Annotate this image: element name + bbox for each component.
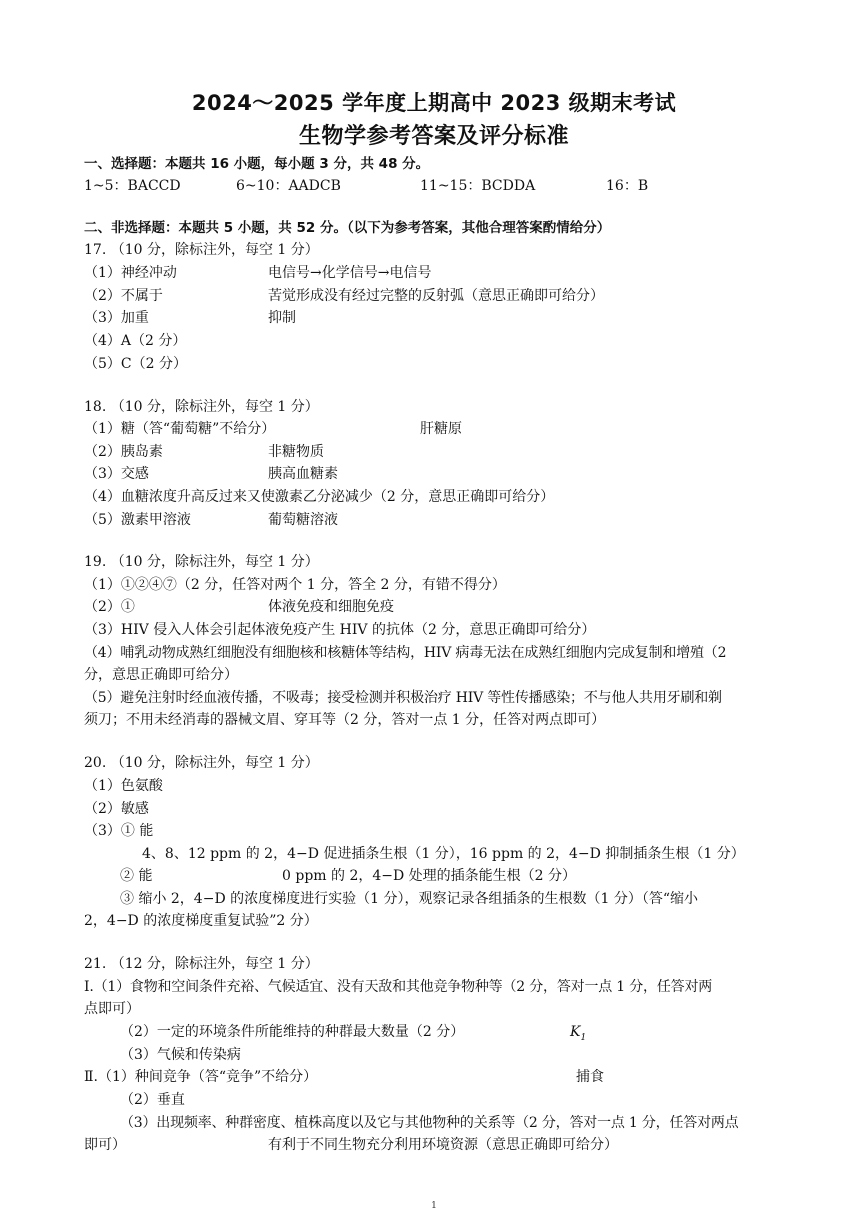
q21-ii-line-3b <box>84 1136 794 1154</box>
section2-heading: 二、非选择题：本题共 5 小题，共 52 分。（以下为参考答案，其他合理答案酌情给分） <box>84 220 611 236</box>
q20-heading: 20. （10 分，除标注外，每空 1 分） <box>84 755 319 771</box>
q21-heading: 21. （12 分，除标注外，每空 1 分） <box>84 956 319 972</box>
q19-line-2 <box>84 598 794 616</box>
q20-line-7: 2，4−D 的浓度梯度重复试验”2 分） <box>84 913 318 929</box>
q19-line-4b: 分，意思正确即可给分） <box>84 667 238 683</box>
q21-ii-line-3a: （3）出现频率、种群密度、植株高度以及它与其他物种的关系等（2 分，答对一点 1 分，任答对两点 <box>120 1115 739 1131</box>
q19-line-4a: （4）哺乳动物成熟红细胞没有细胞核和核糖体等结构，HIV 病毒无法在成熟红细胞内完成复制和增殖（2 <box>84 645 727 661</box>
q18-1-answer-a: （1）糖（答“葡萄糖”不给分） <box>84 421 276 437</box>
mcq-answer-16: 16：B <box>606 178 649 194</box>
q18-3-answer-a: （3）交感 <box>84 466 149 482</box>
q17-1-answer-b: 电信号→化学信号→电信号 <box>268 265 432 281</box>
q17-heading: 17. （10 分，除标注外，每空 1 分） <box>84 242 319 258</box>
q20-line-5 <box>120 867 830 885</box>
q17-line-1 <box>84 264 794 282</box>
q18-2-answer-b: 非糖物质 <box>268 444 324 460</box>
q20-line-2: （2）敏感 <box>84 801 149 817</box>
q20-line-4: 4、8、12 ppm 的 2，4−D 促进插条生根（1 分），16 ppm 的 2，4−D 抑制插条生根（1 分） <box>142 846 745 862</box>
q18-heading: 18. （10 分，除标注外，每空 1 分） <box>84 399 319 415</box>
q19-2-answer-a: （2）① <box>84 599 135 615</box>
q18-5-answer-a: （5）激素甲溶液 <box>84 512 191 528</box>
mcq-answer-1-5: 1~5：BACCD <box>84 178 181 194</box>
q18-line-4: （4）血糖浓度升高反过来又使激素乙分泌减少（2 分，意思正确即可给分） <box>84 489 555 505</box>
q17-line-4: （4）A（2 分） <box>84 333 187 349</box>
q21-ii-1-answer-b: 捕食 <box>576 1069 604 1085</box>
q17-1-answer-a: （1）神经冲动 <box>84 265 177 281</box>
page-number: 1 <box>431 1201 437 1211</box>
q18-line-3 <box>84 465 794 483</box>
q21-ii-line-2: （2）垂直 <box>120 1092 185 1108</box>
q19-line-5a: （5）避免注射时经血液传播，不吸毒；接受检测并积极治疗 HIV 等性传播感染；不与他人共用牙刷和剃 <box>84 690 722 706</box>
q20-line-6: ③ 缩小 2，4−D 的浓度梯度进行实验（1 分），观察记录各组插条的生根数（1 分）（答“缩小 <box>120 891 698 907</box>
q18-5-answer-b: 葡萄糖溶液 <box>268 512 338 528</box>
exam-subtitle: 生物学参考答案及评分标准 <box>298 124 569 149</box>
q17-line-3 <box>84 309 794 327</box>
k-symbol: K <box>570 1024 581 1040</box>
q21-i-line-3: （3）气候和传染病 <box>120 1047 241 1063</box>
q17-2-answer-a: （2）不属于 <box>84 288 163 304</box>
q21-ii-line-1 <box>84 1068 794 1086</box>
q19-line-5b: 须刀；不用未经消毒的器械文眉、穿耳等（2 分，答对一点 1 分，任答对两点即可） <box>84 712 606 728</box>
q20-line-3: （3）① 能 <box>84 823 154 839</box>
q19-line-3: （3）HIV 侵入人体会引起体液免疫产生 HIV 的抗体（2 分，意思正确即可给分） <box>84 622 596 638</box>
mcq-answer-11-15: 11~15：BCDDA <box>420 178 536 194</box>
q17-3-answer-a: （3）加重 <box>84 310 149 326</box>
exam-title: 2024～2025 学年度上期高中 2023 级期末考试 <box>191 91 677 115</box>
q18-line-5 <box>84 511 794 529</box>
mcq-answer-6-10: 6~10：AADCB <box>236 178 341 194</box>
q19-2-answer-b: 体液免疫和细胞免疫 <box>268 599 394 615</box>
q19-heading: 19. （10 分，除标注外，每空 1 分） <box>84 554 319 570</box>
q18-2-answer-a: （2）胰岛素 <box>84 444 163 460</box>
section1-heading: 一、选择题：本题共 16 小题，每小题 3 分，共 48 分。 <box>84 156 430 172</box>
q20-line-1: （1）色氨酸 <box>84 778 163 794</box>
q17-line-5: （5）C（2 分） <box>84 356 187 372</box>
q21-i-line-2 <box>120 1023 830 1041</box>
q21-ii-1-answer-a: Ⅱ.（1）种间竞争（答“竞争”不给分） <box>84 1069 318 1085</box>
q18-1-answer-b: 肝糖原 <box>420 421 462 437</box>
q17-2-answer-b: 苦觉形成没有经过完整的反射弧（意思正确即可给分） <box>268 288 604 304</box>
q20-5-answer-b: 0 ppm 的 2，4−D 处理的插条能生根（2 分） <box>282 868 577 884</box>
k-subscript: 1 <box>580 1032 587 1043</box>
q17-3-answer-b: 抑制 <box>268 310 296 326</box>
q21-i-2-answer-a: （2）一定的环境条件所能维持的种群最大数量（2 分） <box>120 1024 465 1040</box>
q17-line-2 <box>84 287 794 305</box>
q18-3-answer-b: 胰高血糖素 <box>268 466 338 482</box>
q21-ii-3-answer-b: 即可） <box>84 1137 126 1153</box>
q21-ii-3-answer-c: 有利于不同生物充分利用环境资源（意思正确即可给分） <box>268 1137 618 1153</box>
q18-line-2 <box>84 443 794 461</box>
q21-i-line-1a: Ⅰ.（1）食物和空间条件充裕、气候适宜、没有天敌和其他竞争物种等（2 分，答对一点 1 分，任答对两 <box>84 979 713 995</box>
q21-i-line-1b: 点即可） <box>84 1001 140 1017</box>
q19-line-1: （1）①②④⑦（2 分，任答对两个 1 分，答全 2 分，有错不得分） <box>84 577 506 593</box>
q18-line-1 <box>84 420 794 438</box>
q20-5-answer-a: ② 能 <box>120 868 153 884</box>
q21-i-2-answer-b <box>570 1023 586 1047</box>
mcq-answers-row <box>84 177 794 195</box>
